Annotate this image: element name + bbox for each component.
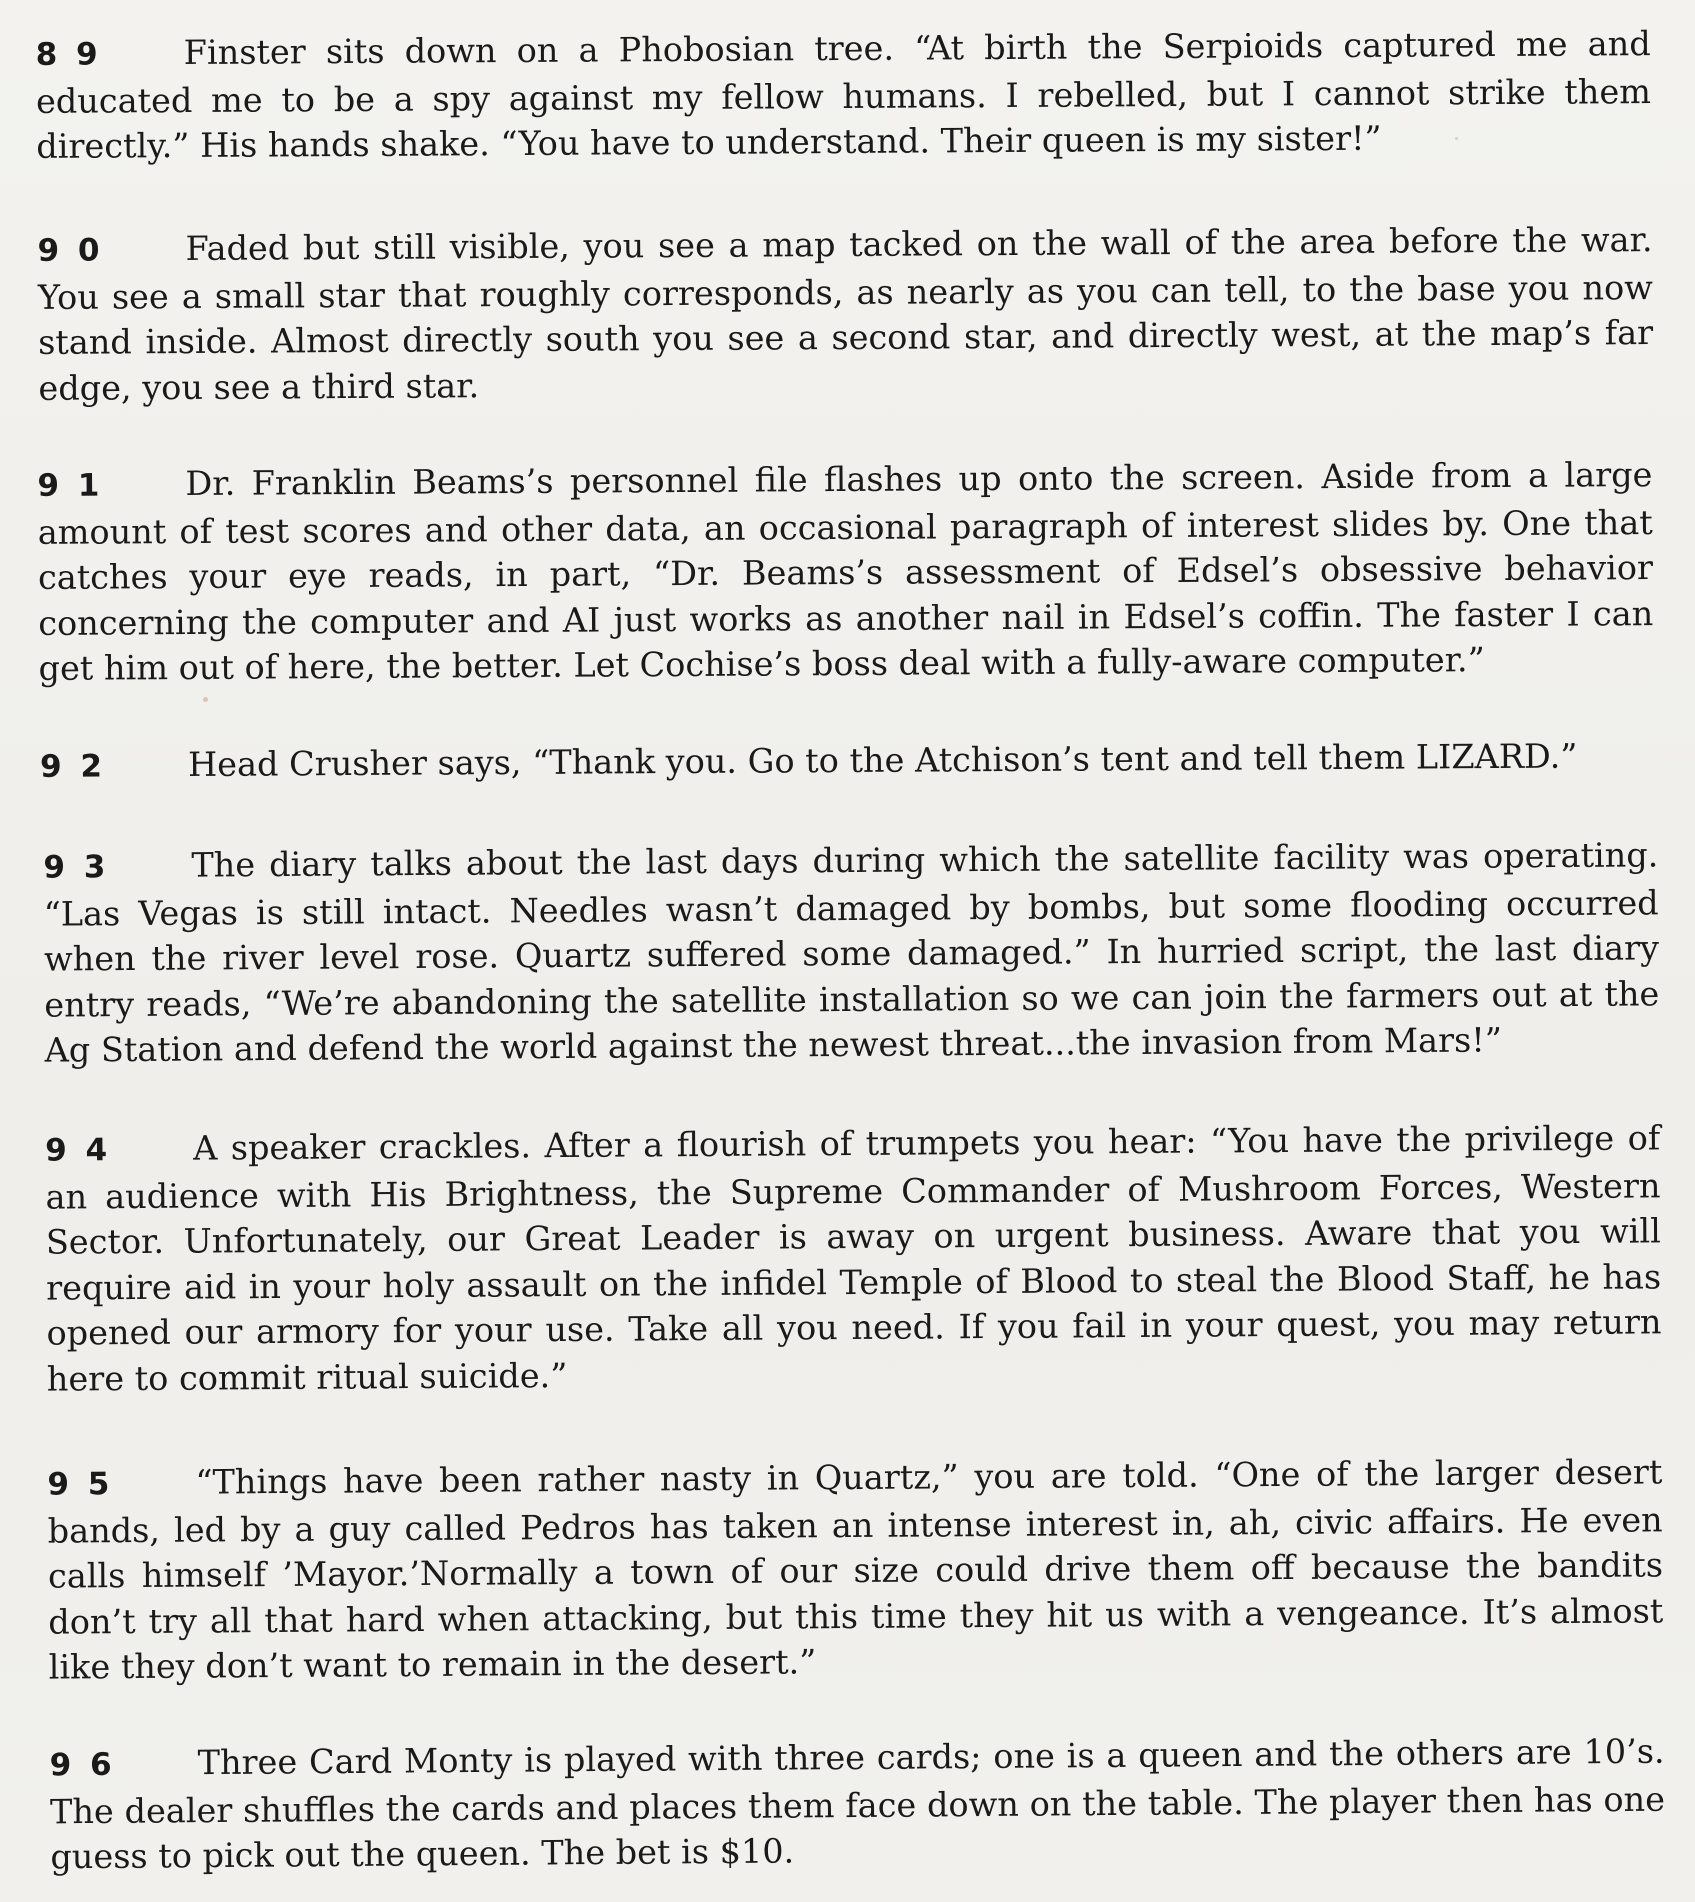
entry-number: 8 9 — [35, 36, 102, 73]
entry-text: Finster sits down on a Phobosian tree. “At birth the Serpioids captured me and educated me to be a spy against my fellow humans. I rebelled, but I cannot strike them directly.” His hands shake. “You have to understand. Their queen is my sister!” — [35, 24, 1652, 166]
entry-text: Head Crusher says, “Thank you. Go to the Atchison’s tent and tell them LIZARD.” — [187, 736, 1578, 785]
entry-number: 9 6 — [49, 1746, 116, 1784]
paragraph-entry-90 — [37, 217, 1653, 411]
paragraph-entry-96 — [49, 1729, 1665, 1880]
entry-number: 9 2 — [39, 748, 107, 785]
paragraph-entry-95 — [47, 1449, 1664, 1690]
paragraph-entry-89 — [36, 21, 1652, 169]
entry-number: 9 3 — [43, 849, 110, 886]
entry-number: 9 0 — [37, 232, 104, 269]
paper-speck — [203, 697, 208, 702]
entry-number: 9 4 — [45, 1132, 112, 1169]
entry-text: “Things have been rather nasty in Quartz,” you are told. “One of the larger desert bands, led by a guy called Pedros has taken an intense interest in, ah, civic affairs. He even calls himself ’Mayor.’Normally a town of our size could drive them off because the bandits don’t try all that hard when attacking, but this time they hit us with a vengeance. It’s almost like they don’t want to remain in the desert.” — [47, 1452, 1664, 1687]
paragraph-entry-92 — [40, 733, 1655, 790]
entry-number: 9 1 — [37, 467, 104, 504]
entry-text: Dr. Franklin Beams’s personnel file flashes up onto the screen. Aside from a large amount of test scores and other data, an occasional paragraph of interest slides by. One that catches your eye reads, in part, “Dr. Beams’s assessment of Edsel’s obsessive behavior concerning the computer and AI just works as another nail in Edsel’s coffin. The faster I can get him out of here, the better. Let Cochise’s boss deal with a fully-aware computer.” — [37, 455, 1654, 688]
entry-number: 9 5 — [47, 1466, 114, 1503]
entry-text: A speaker crackles. After a flourish of trumpets you hear: “You have the privilege of an audience with His Brightness, the Supreme Commander of Mushroom Forces, Western Sector. Unfortunately, our Great Leader is away on urgent business. Aware that you will require aid in your holy assault on the infidel Temple of Blood to steal the Blood Staff, he has opened our armory for your use. Take all you need. If you fail in your quest, you may return here to commit ritual suicide.” — [45, 1118, 1662, 1399]
paragraph-entry-94 — [45, 1115, 1662, 1401]
entry-text: The diary talks about the last days during which the satellite facility was operating. “Las Vegas is still intact. Needles wasn’t damaged by bombs, but some flooding occurred when the river level rose. Quartz suffered some damaged.” In hurried script, the last diary entry reads, “We’re abandoning the satellite installation so we can join the farmers out at the Ag Station and defend the world against the newest threat...the invasion from Mars!” — [43, 835, 1660, 1070]
paragraph-entry-91 — [37, 452, 1653, 691]
entry-text: Three Card Monty is played with three cards; one is a queen and the others are 10’s. The dealer shuffles the cards and places them face down on the table. The player then has one guess to pick out the queen. The bet is $10. — [49, 1731, 1666, 1877]
entry-text: Faded but still visible, you see a map tacked on the wall of the area before the war. You see a small star that roughly corresponds, as nearly as you can tell, to the base you now stand inside. Almost directly south you see a second star, and directly west, at the map’s far edge, you see a third star. — [37, 220, 1654, 408]
paper-speck — [1455, 137, 1458, 140]
paragraph-entry-93 — [43, 832, 1660, 1073]
